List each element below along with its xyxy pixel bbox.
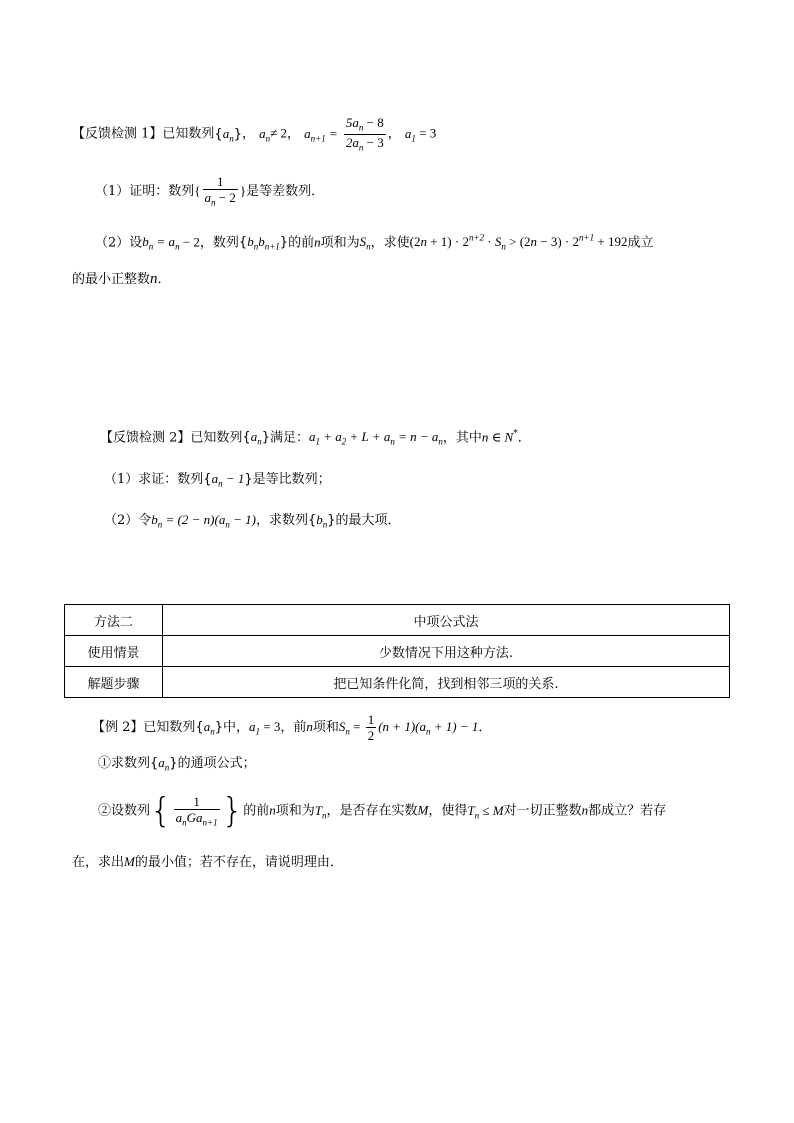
example2-part1: ①求数列$\{a_n\}$的通项公式； bbox=[98, 755, 256, 773]
exercise1-part2: （2）设$b_n = a_n - 2$，数列$\{b_nb_{n+1}\}$的前n项和为$S_n$，求使$(2n + 1) \cdot 2^{n+2} \cdot S_n > (2n - 3) \cdot 2^{n+1} + 192$成立 bbox=[95, 233, 654, 252]
exercise1-initial: $a_1$ bbox=[404, 125, 416, 144]
method-label-cell: 方法二 bbox=[65, 605, 163, 636]
example2-half-frac: $\frac{1}{2}$ bbox=[367, 712, 375, 743]
method-table bbox=[64, 604, 730, 698]
exercise1-line1: 【反馈检测 1】已知数列$\{a_n\}$， $a_n\ne 2$， $a_{n+1}$ = $\frac{5a_n - 8}{2a_n - 3}$ ， $a_1 = 3$ bbox=[72, 115, 437, 153]
example2-part2-line2: 在，求出M的最小值；若不存在，请说明理由． bbox=[72, 854, 343, 870]
table-row bbox=[65, 605, 730, 636]
exercise2-part1: （1）求证：数列$\{a_n - 1\}$是等比数列； bbox=[104, 471, 331, 489]
exercise1-seq: $\{a_n\}$ bbox=[214, 125, 242, 144]
exercise2-sum: $a_1 + a_2 + L + a_n = n - a_n$ bbox=[309, 429, 443, 447]
exercise1-part2-def: $b_n = a_n$ bbox=[142, 234, 180, 252]
exercise1-part1-frac: $\frac{1}{a_n - 2}$ bbox=[204, 174, 236, 208]
example2-part2-frac: $\frac{1}{a_nGa_{n+1}}$ bbox=[175, 793, 218, 828]
exercise1-heading: 【反馈检测 1】 bbox=[72, 126, 163, 142]
example2-part2: ②设数列{ $\frac{1}{a_nGa_{n+1}}$ }的前n项和为$T_n$，是否存在实数M，使得$T_n \le M$对一切正整数n都成立？若存 bbox=[98, 791, 667, 831]
scenario-value-cell: 少数情况下用这种方法. bbox=[163, 636, 730, 667]
exercise1-intro: 已知数列 bbox=[162, 126, 215, 142]
scenario-label-cell: 使用情景 bbox=[65, 636, 163, 667]
exercise1-part1: （1）证明：数列{ $\frac{1}{a_n - 2}$ }是等差数列． bbox=[95, 174, 325, 208]
exercise1-part1-label: （1）证明：数列 bbox=[95, 183, 195, 199]
exercise1-part2-label: （2）设 bbox=[95, 235, 143, 251]
exercise2-heading: 【反馈检测 2】 bbox=[100, 430, 191, 446]
method-value-cell: 中项公式法 bbox=[163, 605, 730, 636]
exercise1-cond: $a_n$ bbox=[259, 125, 271, 144]
exercise1-rec-lhs: $a_{n+1}$ = bbox=[304, 125, 338, 144]
table-row bbox=[65, 667, 730, 698]
exercise1-rec-frac: $\frac{5a_n - 8}{2a_n - 3}$ bbox=[345, 115, 384, 153]
exercise1-neq: ≠ 2 bbox=[270, 125, 288, 141]
exercise1-part2-line2: 的最小正整数n． bbox=[72, 271, 171, 287]
table-row bbox=[65, 636, 730, 667]
exercise1-part1-tail: 是等差数列． bbox=[246, 183, 325, 199]
exercise1-part2-tail: 成立 bbox=[627, 235, 654, 251]
exercise2-part2: （2）令$b_n = (2 - n)(a_n - 1)$，求数列$\{b_n\}$的最大项． bbox=[104, 512, 401, 530]
steps-label-cell: 解题步骤 bbox=[65, 667, 163, 698]
exercise2-line1: 【反馈检测 2】已知数列$\{a_n\}$满足：$a_1 + a_2 + L + a_n = n - a_n$，其中n ∈ N*． bbox=[100, 429, 531, 447]
example2-heading: 【例 2】 bbox=[92, 720, 144, 735]
example2-line1: 【例 2】已知数列$\{a_n\}$中，$a_1 = 3$，前n项和$S_n$ = $\frac{1}{2}$ $(n + 1)(a_n + 1) - 1$． bbox=[92, 712, 492, 743]
steps-value-cell: 把已知条件化简，找到相邻三项的关系. bbox=[163, 667, 730, 698]
